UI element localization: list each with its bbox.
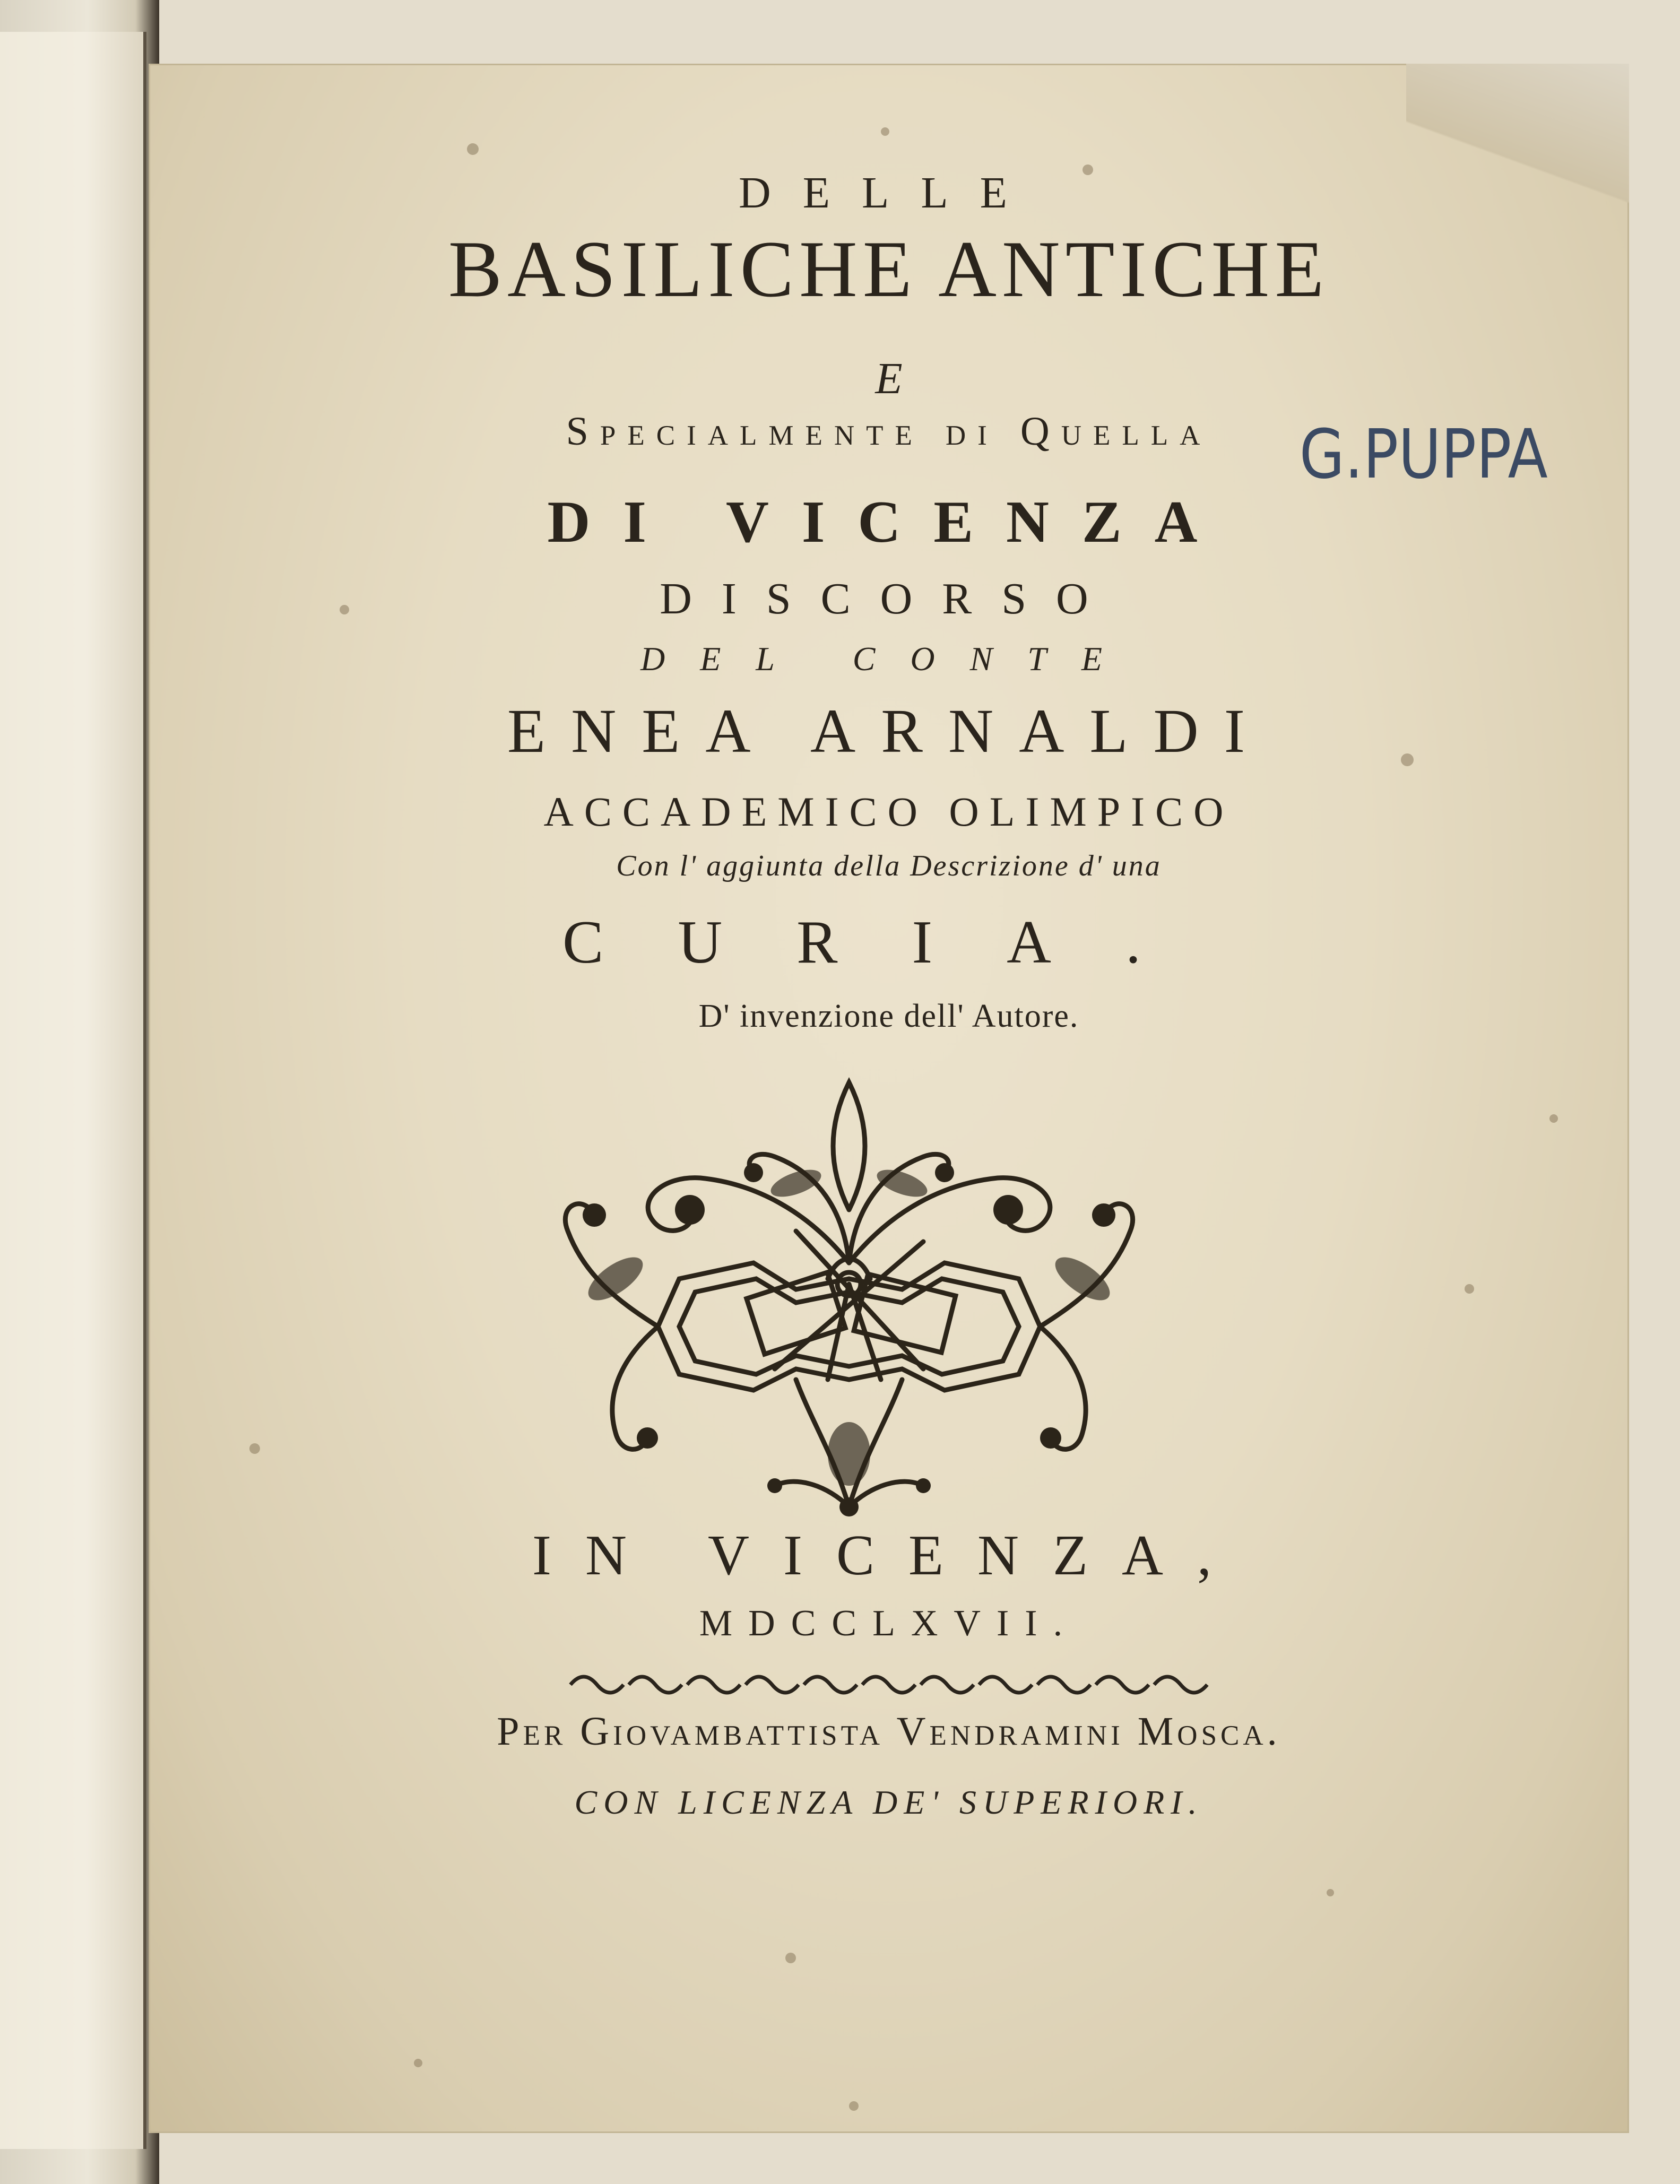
discorso-heading: DISCORSO [660, 574, 1118, 623]
del-conte-line: DEL CONTE [640, 640, 1138, 678]
trophy-cartouche-vignette-icon [478, 1051, 1220, 1539]
foxing-spot [1083, 164, 1093, 175]
license-line: CON LICENZA DE' SUPERIORI. [574, 1783, 1203, 1821]
curia-heading: CURIA. [562, 908, 1215, 976]
printer-line: Per Giovambattista Vendramini Mosca. [497, 1709, 1281, 1754]
subtitle: Specialmente di Quella [566, 409, 1212, 454]
foxing-spot [881, 127, 889, 136]
scroll-ornament-border-icon [562, 1663, 1215, 1706]
invention-note: D' invenzione dell' Autore. [698, 998, 1079, 1034]
foxing-spot [785, 1953, 796, 1963]
imprint-city: IN VICENZA, [532, 1524, 1245, 1587]
stamp-text: G.PUPPA [1299, 415, 1548, 495]
main-title: BASILICHE ANTICHE [448, 224, 1330, 314]
foxing-spot [1465, 1284, 1474, 1294]
foxing-spot [249, 1443, 260, 1454]
place-title: DI VICENZA [547, 489, 1231, 555]
foxing-spot [467, 143, 479, 155]
addition-line: Con l' aggiunta della Descrizione d' una [616, 850, 1162, 882]
facing-page-edge [0, 32, 146, 2149]
title-conjunction: E [875, 354, 903, 403]
author-role: ACCADEMICO OLIMPICO [543, 788, 1234, 835]
imprint-year: MDCCLXVII. [699, 1603, 1079, 1644]
foxing-spot [414, 2059, 422, 2067]
title-delle: DELLE [739, 168, 1039, 218]
foxing-spot [1327, 1889, 1334, 1896]
foxing-spot [1401, 753, 1414, 766]
author-name: ENEA ARNALDI [507, 696, 1270, 766]
foxing-spot [849, 2101, 859, 2111]
foxing-spot [340, 605, 349, 614]
foxing-spot [1549, 1114, 1558, 1123]
title-page [149, 64, 1629, 2133]
library-stamp [1295, 398, 1548, 504]
